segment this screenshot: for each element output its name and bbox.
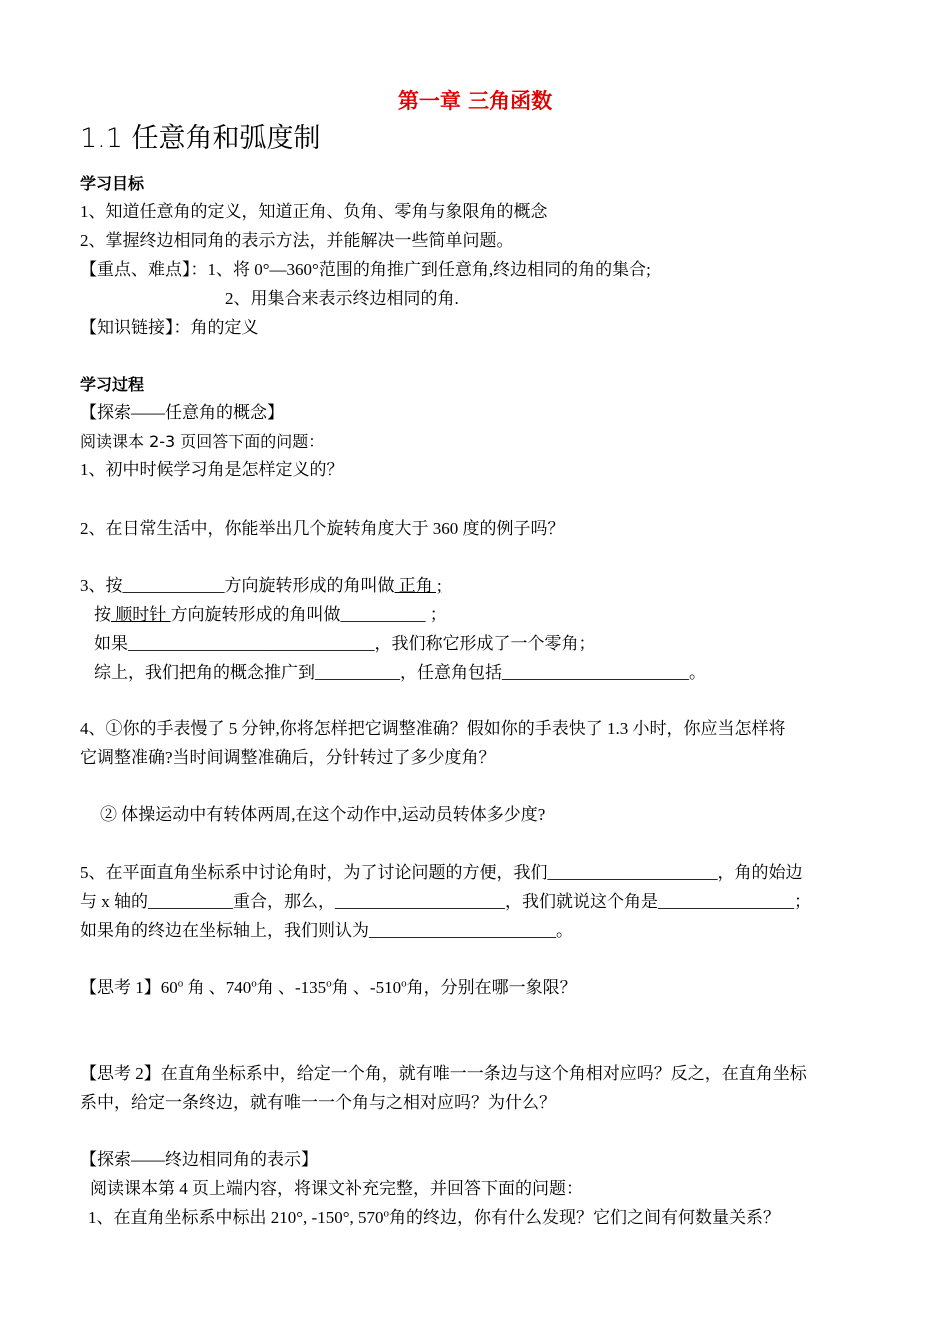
degree-mark: o xyxy=(251,977,257,990)
question-3-line-a xyxy=(80,574,442,598)
e2q1-text-c: 角的终边，你有什么发现？它们之间有何数量关系？ xyxy=(389,1208,781,1227)
q5-1a: 5、在平面直角坐标系中讨论角时，为了讨论问题的方便，我们 xyxy=(80,863,548,882)
reading-instruction-1: 阅读课本 2-3 页回答下面的问题： xyxy=(80,432,325,451)
explore-2-heading: 【探索——终边相同角的表示】 xyxy=(80,1150,318,1169)
question-5-line-3 xyxy=(80,919,573,943)
e2q1-text-a: 1、在直角坐标系中标出 210°, -150°, 570 xyxy=(88,1208,384,1227)
question-2: 2、在日常生活中，你能举出几个旋转角度大于 360 度的例子吗？ xyxy=(80,519,565,538)
q3a-blank: ____________ xyxy=(122,576,225,595)
q5-3c: 。 xyxy=(556,921,573,940)
q3b-prefix: 按 xyxy=(94,605,111,624)
key-points-line-1: 【重点、难点】：1、将 0°—360°范围的角推广到任意角,终边相同的角的集合; xyxy=(80,260,651,279)
think1-text-i: 角，分别在哪一象限？ xyxy=(406,978,577,997)
explore-1-heading: 【探索——任意角的概念】 xyxy=(80,403,284,422)
chapter-title: 第一章 三角函数 xyxy=(397,89,553,113)
question-3-line-d xyxy=(94,661,706,685)
q5-blank-4: ________________ xyxy=(658,892,794,911)
q5-3a: 如果角的终边在坐标轴上，我们则认为 xyxy=(80,921,369,940)
q5-2c: 重合，那么， xyxy=(233,892,335,911)
q3a-middle: 方向旋转形成的角叫做 xyxy=(224,576,395,595)
q3c-end: ，我们称它形成了一个零角； xyxy=(374,634,596,653)
q5-blank-5: ______________________ xyxy=(369,921,556,940)
q3a-answer: 正角 ; xyxy=(394,576,442,595)
explore-2-question-1 xyxy=(88,1206,780,1230)
q5-2g: ； xyxy=(794,892,811,911)
q5-1c: ，角的始边 xyxy=(717,863,803,882)
think-2-line-1: 【思考 2】在直角坐标系中，给定一个角，就有唯一一条边与这个角相对应吗？反之，在直角坐标 xyxy=(80,1064,807,1083)
q3c-prefix: 如果 xyxy=(94,634,128,653)
reading-instruction-2: 阅读课本第 4 页上端内容，将课文补充完整，并回答下面的问题： xyxy=(90,1179,583,1198)
objective-item-1: 1、知道任意角的定义，知道正角、负角、零角与象限角的概念 xyxy=(80,202,548,221)
q5-2e: ，我们就说这个角是 xyxy=(505,892,658,911)
process-heading: 学习过程 xyxy=(80,375,145,394)
objective-item-2: 2、掌握终边相同角的表示方法，并能解决一些简单问题。 xyxy=(80,231,514,250)
knowledge-link: 【知识链接】：角的定义 xyxy=(80,318,259,337)
q3b-blank: __________ xyxy=(340,605,426,624)
question-5-line-1 xyxy=(80,861,803,885)
think-2-line-2: 系中，给定一条终边，就有唯一一个角与之相对应吗？为什么？ xyxy=(80,1093,556,1112)
q3c-blank: _____________________________ xyxy=(128,634,375,653)
q3d-prefix: 综上，我们把角的概念推广到 xyxy=(94,663,315,682)
q3b-answer: 顺时针 xyxy=(111,605,171,624)
section-title: 1.1 任意角和弧度制 xyxy=(80,123,321,154)
degree-mark: o xyxy=(383,1207,390,1220)
key-points-line-2: 2、用集合来表示终边相同的角. xyxy=(225,289,459,308)
think1-text-g: 角 、-510 xyxy=(331,978,402,997)
objectives-heading: 学习目标 xyxy=(80,174,145,193)
q5-blank-2: __________ xyxy=(148,892,233,911)
q5-blank-1: ____________________ xyxy=(547,863,718,882)
think1-text-e: 角 、-135 xyxy=(256,978,327,997)
q3d-blank-2: ______________________ xyxy=(502,663,689,682)
question-4-line-1: 4、①你的手表慢了 5 分钟,你将怎样把它调整准确？假如你的手表快了 1.3 小时，你应当怎样将 xyxy=(80,719,786,738)
degree-mark: o xyxy=(177,977,184,990)
q3b-middle: 方向旋转形成的角叫做 xyxy=(170,605,341,624)
q3b-end: ； xyxy=(425,605,447,624)
think1-text-a: 【思考 1】60 xyxy=(80,978,178,997)
question-1: 1、初中时候学习角是怎样定义的？ xyxy=(80,460,344,479)
q3d-end: 。 xyxy=(689,663,706,682)
think-1 xyxy=(80,976,577,1000)
question-4-part-2: ② 体操运动中有转体两周,在这个动作中,运动员转体多少度? xyxy=(100,805,546,824)
question-3-line-c xyxy=(94,632,596,656)
q3d-blank-1: __________ xyxy=(315,663,400,682)
q5-blank-3: ____________________ xyxy=(335,892,505,911)
question-5-line-2 xyxy=(80,890,811,914)
q3a-prefix: 3、按 xyxy=(80,576,123,595)
think1-text-c: 角 、740 xyxy=(183,978,252,997)
degree-mark: o xyxy=(326,977,332,990)
q5-2a: 与 x 轴的 xyxy=(80,892,148,911)
q3d-middle: ，任意角包括 xyxy=(400,663,502,682)
question-4-line-2: 它调整准确?当时间调整准确后，分针转过了多少度角？ xyxy=(80,748,496,767)
degree-mark: o xyxy=(401,977,407,990)
question-3-line-b xyxy=(94,603,447,627)
